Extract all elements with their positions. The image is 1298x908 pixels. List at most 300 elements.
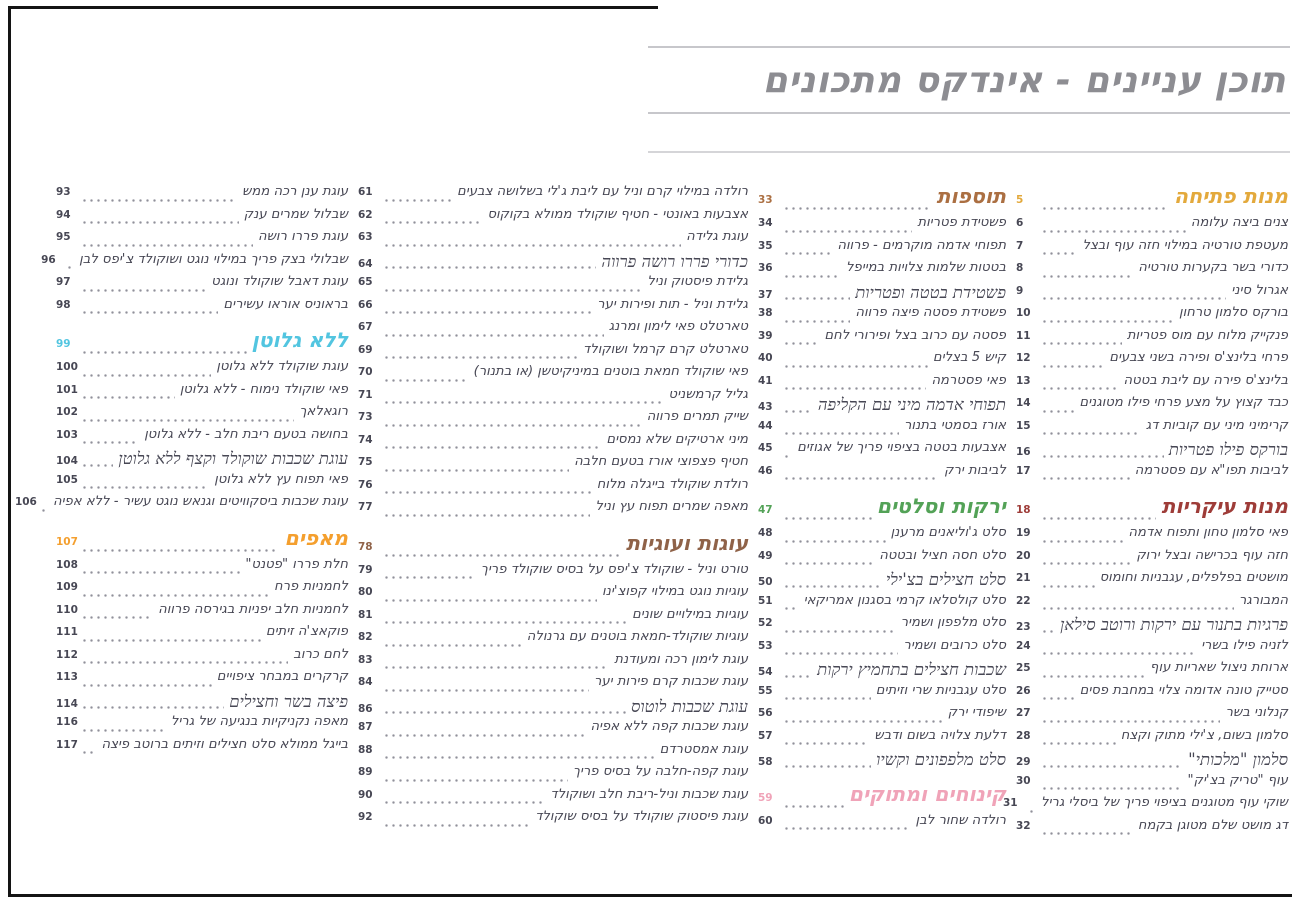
dotted-leader <box>785 517 872 520</box>
dotted-leader <box>1043 742 1116 745</box>
recipe-title: עוגת שכבות ביסקוויטים וגנאש נוגט עשיר - ללא אפיה <box>52 494 348 509</box>
page-number: 56 <box>758 707 773 719</box>
dotted-leader <box>385 711 626 714</box>
page-number: 99 <box>56 338 71 350</box>
page-number: 106 <box>14 496 37 508</box>
recipe-title: עוגת גלידה <box>686 229 748 244</box>
recipe-title: סלט ג'וליאנים מרענן <box>890 525 1006 540</box>
dotted-leader <box>1043 275 1133 278</box>
dotted-leader <box>1043 410 1074 413</box>
page-number: 75 <box>358 456 373 468</box>
section-header-row <box>1016 184 1288 215</box>
page-number: 14 <box>1016 397 1031 409</box>
recipe-title: גליל קרמשניט <box>668 386 748 402</box>
toc-entry-row <box>1016 373 1288 396</box>
section-title: עוגות ועוגיות <box>626 530 748 555</box>
page-number: 80 <box>358 586 373 598</box>
toc-entry-row <box>758 750 1006 773</box>
dotted-leader <box>83 289 206 292</box>
recipe-title: קרקרים במבחר ציפויים <box>216 669 348 684</box>
toc-entry-row <box>758 283 1006 306</box>
page-number: 101 <box>56 383 78 396</box>
toc-entry-row <box>1016 463 1288 486</box>
page-number: 27 <box>1016 707 1031 719</box>
page-number: 38 <box>758 307 773 319</box>
dotted-leader <box>785 432 899 435</box>
dotted-leader <box>1043 252 1077 255</box>
toc-entry-row <box>758 525 1006 548</box>
recipe-title: סלט מלפפונים וקשיו <box>876 750 1006 769</box>
toc-entry-row <box>358 387 748 410</box>
page-number: 31 <box>1002 797 1018 809</box>
section-header-row <box>758 184 1006 215</box>
recipe-title: עוגת שוקולד ללא גלוטן <box>216 359 348 374</box>
recipe-title: ארוחת ניצול שאריות עוף <box>1150 660 1288 675</box>
dotted-leader <box>385 514 590 517</box>
page-number: 50 <box>758 576 773 588</box>
page-number: 9 <box>1016 284 1024 297</box>
recipe-title: שבלולי בצק פריך במילוי נוגט ושוקולד צ'יפס לבן <box>79 251 348 267</box>
recipe-title: אצבעות בטטה בציפוי פריך של אגוזים <box>797 440 1006 455</box>
toc-entry-row <box>56 669 348 692</box>
dotted-leader <box>1043 365 1104 368</box>
title-block <box>648 46 1290 153</box>
dotted-leader <box>785 827 911 830</box>
page-number: 26 <box>1016 684 1031 697</box>
page-number: 15 <box>1016 419 1031 432</box>
section-title: מאפים <box>284 525 348 550</box>
toc-entry-row <box>1016 238 1288 261</box>
recipe-title: לזניה פילו בשרי <box>1201 637 1288 653</box>
page-number: 104 <box>56 455 78 467</box>
toc-entry-row <box>1016 638 1288 661</box>
dotted-leader <box>83 244 253 247</box>
recipe-title: רולדה שחור לבן <box>915 812 1006 828</box>
page-number: 89 <box>358 766 373 778</box>
dotted-leader <box>1043 455 1164 458</box>
page-number: 78 <box>358 540 373 553</box>
toc-entry-row <box>56 274 348 297</box>
dotted-leader <box>1043 832 1133 835</box>
page-number: 19 <box>1016 527 1031 539</box>
dotted-leader <box>83 221 239 224</box>
page-number: 30 <box>1016 774 1031 787</box>
recipe-title: עוגת אמסטרדם <box>659 741 748 757</box>
recipe-title: קרימיני מיני עם קוביות דג <box>1145 417 1288 433</box>
column-glutenfree-pastries <box>14 184 348 759</box>
toc-entry-row <box>1016 773 1288 796</box>
toc-entry-row <box>358 629 748 652</box>
dotted-leader <box>785 742 869 745</box>
toc-entry-row <box>758 215 1006 238</box>
toc-entry-row <box>1016 705 1288 728</box>
page-number: 17 <box>1016 464 1031 477</box>
page-number: 79 <box>358 563 373 576</box>
page-number: 55 <box>758 684 773 697</box>
toc-entry-row <box>1016 570 1288 593</box>
page-number: 52 <box>758 617 773 629</box>
dotted-leader <box>785 207 932 210</box>
page-number: 111 <box>56 626 78 638</box>
dotted-leader <box>385 199 452 202</box>
recipe-title: תפוחי אדמה מיני עם הקליפה <box>817 395 1006 414</box>
dotted-leader <box>385 221 482 224</box>
toc-entry-row <box>14 494 348 517</box>
recipe-title: סלמון "מלכותי" <box>1188 750 1288 769</box>
dotted-leader <box>385 491 592 494</box>
page-number: 12 <box>1016 352 1031 364</box>
dotted-leader <box>83 311 218 314</box>
page-number: 96 <box>41 253 56 266</box>
dotted-leader <box>385 289 642 292</box>
recipe-title: עוגת ענן רכה ממש <box>242 184 348 199</box>
page-number: 65 <box>358 276 373 288</box>
toc-entry-row <box>358 432 748 455</box>
dotted-leader <box>785 455 792 458</box>
page-frame-top <box>8 6 658 9</box>
dotted-leader <box>83 374 211 377</box>
dotted-leader <box>42 509 48 512</box>
page-number: 63 <box>358 231 373 243</box>
recipe-title: כדורי בשר בקערות טורטיה <box>1138 260 1288 275</box>
page-number: 29 <box>1016 756 1031 768</box>
page-number: 97 <box>56 276 71 288</box>
dotted-leader <box>785 805 844 808</box>
dotted-leader <box>1043 630 1055 633</box>
recipe-title: לביבות ירק <box>944 462 1006 478</box>
dotted-leader <box>1043 540 1123 543</box>
toc-entry-row <box>358 342 748 365</box>
column-sweets-cakes <box>358 184 748 832</box>
recipe-title: גלידת פיסטוק וניל <box>647 274 748 289</box>
recipe-title: פוקאצ'ה זיתים <box>265 624 348 639</box>
dotted-leader <box>785 365 928 368</box>
page-number: 35 <box>758 239 773 252</box>
toc-entry-row <box>758 395 1006 418</box>
toc-entry-row <box>358 252 748 275</box>
toc-entry-row <box>56 557 348 580</box>
page-number: 108 <box>56 558 78 571</box>
toc-entry-row <box>56 382 348 405</box>
recipe-title: פאי תפוח עץ ללא גלוטן <box>214 471 348 487</box>
toc-entry-row <box>56 297 348 320</box>
section-header-row <box>358 531 748 562</box>
page-number: 110 <box>56 603 78 616</box>
dotted-leader <box>83 706 224 709</box>
section-header-row <box>1016 494 1288 525</box>
dotted-leader <box>68 266 74 269</box>
page-number: 71 <box>358 388 373 401</box>
page-number: 39 <box>758 329 773 342</box>
recipe-title: בלינצ'ס פירה עם ליבת בטטה <box>1123 372 1288 388</box>
toc-entry-row <box>758 260 1006 283</box>
toc-entry-row <box>56 449 348 472</box>
recipe-title: עוגיות במילויים שונים <box>631 606 748 622</box>
section-title: מנות פתיחה <box>1174 184 1288 208</box>
toc-entry-row <box>758 705 1006 728</box>
toc-entry-row <box>56 692 348 715</box>
recipe-title: בטטות שלמות צלויות במייפל <box>846 260 1006 275</box>
toc-entry-row <box>758 593 1006 616</box>
toc-entry-row <box>758 570 1006 593</box>
page-number: 90 <box>358 788 373 801</box>
dotted-leader <box>83 684 212 687</box>
dotted-leader <box>785 585 881 588</box>
page-number: 64 <box>358 257 373 270</box>
column-sides-salads-desserts <box>758 184 1006 835</box>
page-number: 23 <box>1016 621 1031 633</box>
recipe-title: חטיף פצפוצי אורז בטעם חלבה <box>574 454 748 469</box>
page-number: 54 <box>758 666 773 678</box>
page-number: 18 <box>1016 504 1031 516</box>
recipe-title: שיפודי ירק <box>947 705 1006 720</box>
recipe-title: מיני ארטיקים שלא נמסים <box>606 431 748 447</box>
dotted-leader <box>785 630 896 633</box>
recipe-title: עוגיות שוקולד-חמאת בוטנים עם גרנולה <box>526 629 748 644</box>
page-number: 107 <box>56 535 78 548</box>
recipe-title: לחם כרוב <box>293 646 348 662</box>
page-number: 113 <box>56 671 78 683</box>
page-number: 53 <box>758 639 773 652</box>
toc-entry-row <box>56 404 348 427</box>
recipe-title: רולדה במילוי קרם וניל עם ליבת ג'לי בשלושה צבעים <box>457 184 748 199</box>
toc-columns <box>14 184 1288 840</box>
recipe-title: המבורגר <box>1238 592 1288 608</box>
page-number: 61 <box>358 186 373 198</box>
recipe-title: עוגיות נוגט במילוי קפוצ'ינו <box>602 584 748 599</box>
dotted-leader <box>785 230 912 233</box>
dotted-leader <box>83 441 139 444</box>
page-number: 21 <box>1016 572 1031 584</box>
page-number: 25 <box>1016 662 1031 674</box>
toc-entry-row <box>1016 395 1288 418</box>
page-number: 22 <box>1016 594 1031 607</box>
recipe-title: רולדת שוקולד בייגלה מלוח <box>596 476 748 492</box>
recipe-title: פשטידת בטטה ופטריות <box>855 282 1006 302</box>
dotted-leader <box>785 275 841 278</box>
recipe-title: תפוחי אדמה מוקרמים - פרווה <box>837 237 1006 253</box>
recipe-title: עוף "טריק בצ'יק" <box>1187 772 1288 788</box>
recipe-title: טארטלט קרם קרמל ושוקולד <box>583 341 748 357</box>
page-number: 62 <box>358 208 373 221</box>
page-number: 59 <box>758 791 773 804</box>
recipe-title: מעטפת טורטיה במילוי חזה עוף ובצל <box>1082 237 1288 253</box>
dotted-leader <box>1043 432 1141 435</box>
page-number: 69 <box>358 343 373 356</box>
toc-entry-row <box>1016 660 1288 683</box>
section-title: קינוחים ומתוקים <box>848 781 1006 806</box>
recipe-title: עוגת קפה-חלבה על בסיס פריך <box>572 764 748 779</box>
page-number: 60 <box>758 814 773 827</box>
recipe-title: עוגת שכבות לוטוס <box>630 696 748 716</box>
recipe-title: דג מושט שלם מטוגן בקמח <box>1137 817 1288 833</box>
section-title: ללא גלוטן <box>251 328 348 352</box>
recipe-title: פרגיות בתנור עם ירקות ורוטב סילאן <box>1060 615 1288 634</box>
dotted-leader <box>385 779 568 782</box>
dotted-leader <box>83 419 294 422</box>
toc-entry-row <box>758 373 1006 396</box>
toc-entry-row <box>1016 525 1288 548</box>
toc-entry-row <box>358 719 748 742</box>
dotted-leader <box>785 652 898 655</box>
dotted-leader <box>1043 675 1145 678</box>
dotted-leader <box>785 607 799 610</box>
toc-entry-row <box>358 184 748 207</box>
recipe-title: דלעת צלויה בשום ודבש <box>874 727 1006 743</box>
recipe-title: קיש 5 בצלים <box>932 350 1006 365</box>
column-starters-mains <box>1002 184 1288 840</box>
dotted-leader <box>785 765 871 768</box>
dotted-leader <box>385 734 585 737</box>
toc-entry-row <box>758 548 1006 571</box>
dotted-leader <box>83 396 175 399</box>
page-number: 112 <box>56 648 78 661</box>
page-number: 116 <box>56 716 78 728</box>
page-number: 73 <box>358 411 373 423</box>
toc-entry-row <box>358 607 748 630</box>
recipe-title: עוגת שכבות קרם פירות יער <box>593 674 748 689</box>
dotted-leader <box>1043 230 1186 233</box>
toc-entry-row <box>1016 548 1288 571</box>
toc-entry-row <box>758 350 1006 373</box>
dotted-leader <box>1043 787 1183 790</box>
toc-entry-row <box>1016 215 1288 238</box>
toc-entry-row <box>358 229 748 252</box>
dotted-leader <box>1043 585 1095 588</box>
recipe-title: פשטידת פסטה פיצה פרווה <box>855 305 1006 320</box>
toc-entry-row <box>758 615 1006 638</box>
recipe-title: בורקס סלמון טרחון <box>1179 305 1288 320</box>
recipe-title: בחושה בטעם ריבת חלב - ללא גלוטן <box>144 426 348 442</box>
recipe-title: פרחי בלינצ'ס ופירה בשני צבעים <box>1109 350 1288 365</box>
recipe-title: סלט כרובים ושמיר <box>903 637 1006 653</box>
page-number: 88 <box>358 743 373 756</box>
toc-entry-row <box>358 764 748 787</box>
recipe-title: שוקי עוף מטוגנים בציפוי פריך של ביסלי גריל <box>1040 795 1288 810</box>
page-number: 100 <box>56 361 78 373</box>
dotted-leader <box>83 571 240 574</box>
recipe-title: בורקס פילו פטריות <box>1168 440 1288 459</box>
dotted-leader <box>385 424 642 427</box>
recipe-title: טורט וניל - שוקולד צ'יפס על בסיס שוקולד פריך <box>480 561 748 577</box>
page-title: תוכן עניינים - אינדקס מתכונים <box>762 60 1286 101</box>
page-number: 92 <box>358 811 373 823</box>
dotted-leader <box>385 356 578 359</box>
dotted-leader <box>385 644 522 647</box>
section-header-row <box>56 526 348 557</box>
dotted-leader <box>83 549 279 552</box>
page-number: 43 <box>758 401 773 413</box>
toc-entry-row <box>56 472 348 495</box>
page-number: 81 <box>358 608 373 621</box>
page-number: 36 <box>758 262 773 274</box>
dotted-leader <box>385 244 681 247</box>
dotted-leader <box>83 661 288 664</box>
toc-entry-row <box>358 409 748 432</box>
toc-entry-row <box>758 463 1006 486</box>
page-number: 46 <box>758 464 773 477</box>
toc-entry-row <box>56 579 348 602</box>
recipe-title: שכבות חצילים בתחמיץ ירקות <box>817 660 1006 679</box>
toc-entry-row <box>1016 305 1288 328</box>
dotted-leader <box>785 477 939 480</box>
recipe-title: קנלוני בשר <box>1225 705 1288 720</box>
recipe-title: שבלול שמרים ענק <box>243 206 348 222</box>
page-number: 16 <box>1016 446 1031 458</box>
toc-entry-row <box>1016 593 1288 616</box>
recipe-title: עוגת פררו רושה <box>257 229 348 244</box>
recipe-title: פאי שוקולד נימוח - ללא גלוטן <box>179 381 348 397</box>
page-number: 84 <box>358 676 373 688</box>
toc-entry-row <box>358 274 748 297</box>
dotted-leader <box>385 666 609 669</box>
recipe-title: אצבעות באונטי - חטיף שוקולד ממולא בקוקוס <box>487 206 748 222</box>
recipe-title: עוגת לימון רכה ומעודנת <box>614 651 748 667</box>
dotted-leader <box>1043 652 1196 655</box>
toc-entry-row <box>758 683 1006 706</box>
page-number: 41 <box>758 374 773 387</box>
toc-entry-row <box>56 359 348 382</box>
recipe-title: סלט חסה חציל ובטטה <box>879 547 1006 563</box>
toc-entry-row <box>1016 260 1288 283</box>
toc-entry-row <box>358 787 748 810</box>
dotted-leader <box>83 464 113 467</box>
recipe-title: אגרול סיני <box>1231 282 1288 298</box>
dotted-leader <box>385 266 596 269</box>
page-number: 66 <box>358 298 373 311</box>
page-number: 40 <box>758 352 773 364</box>
toc-entry-row <box>758 305 1006 328</box>
toc-entry-row <box>758 660 1006 683</box>
page-number: 117 <box>56 738 78 751</box>
toc-entry-row <box>1016 728 1288 751</box>
page-number: 82 <box>358 631 373 643</box>
dotted-leader <box>385 576 476 579</box>
page-number: 37 <box>758 288 773 301</box>
page-number: 44 <box>758 419 773 432</box>
dotted-leader <box>1043 320 1174 323</box>
toc-entry-row <box>358 697 748 720</box>
page-number: 57 <box>758 729 773 742</box>
recipe-title: פאי פסטרמה <box>931 372 1006 388</box>
toc-entry-row <box>1016 350 1288 373</box>
page-number: 77 <box>358 501 373 513</box>
toc-entry-row <box>358 454 748 477</box>
toc-entry-row <box>56 714 348 737</box>
toc-entry-row <box>358 364 748 387</box>
toc-entry-row <box>358 562 748 585</box>
dotted-leader <box>1043 765 1183 768</box>
page-number: 95 <box>56 231 71 243</box>
toc-entry-row <box>56 737 348 760</box>
recipe-title: רוגאלאך <box>299 404 348 419</box>
recipe-title: עוגת שכבות קפה ללא אפיה <box>590 719 748 734</box>
recipe-title: לחמניות חלב יפניות בגירסה פרווה <box>158 601 348 617</box>
dotted-leader <box>385 599 597 602</box>
page-number: 47 <box>758 504 773 516</box>
toc-entry-row <box>56 647 348 670</box>
toc-entry-row <box>56 602 348 625</box>
dotted-leader <box>385 311 592 314</box>
recipe-title: עוגת דאבל שוקולד ונוגט <box>211 274 348 289</box>
recipe-title: כדורי פררו רושה פרווה <box>601 251 748 271</box>
toc-entry-row <box>1016 283 1288 306</box>
dotted-leader <box>1043 517 1156 520</box>
dotted-leader <box>1043 387 1119 390</box>
toc-entry-row <box>1016 615 1288 638</box>
page-number: 11 <box>1016 329 1031 342</box>
page-number: 10 <box>1016 307 1031 319</box>
